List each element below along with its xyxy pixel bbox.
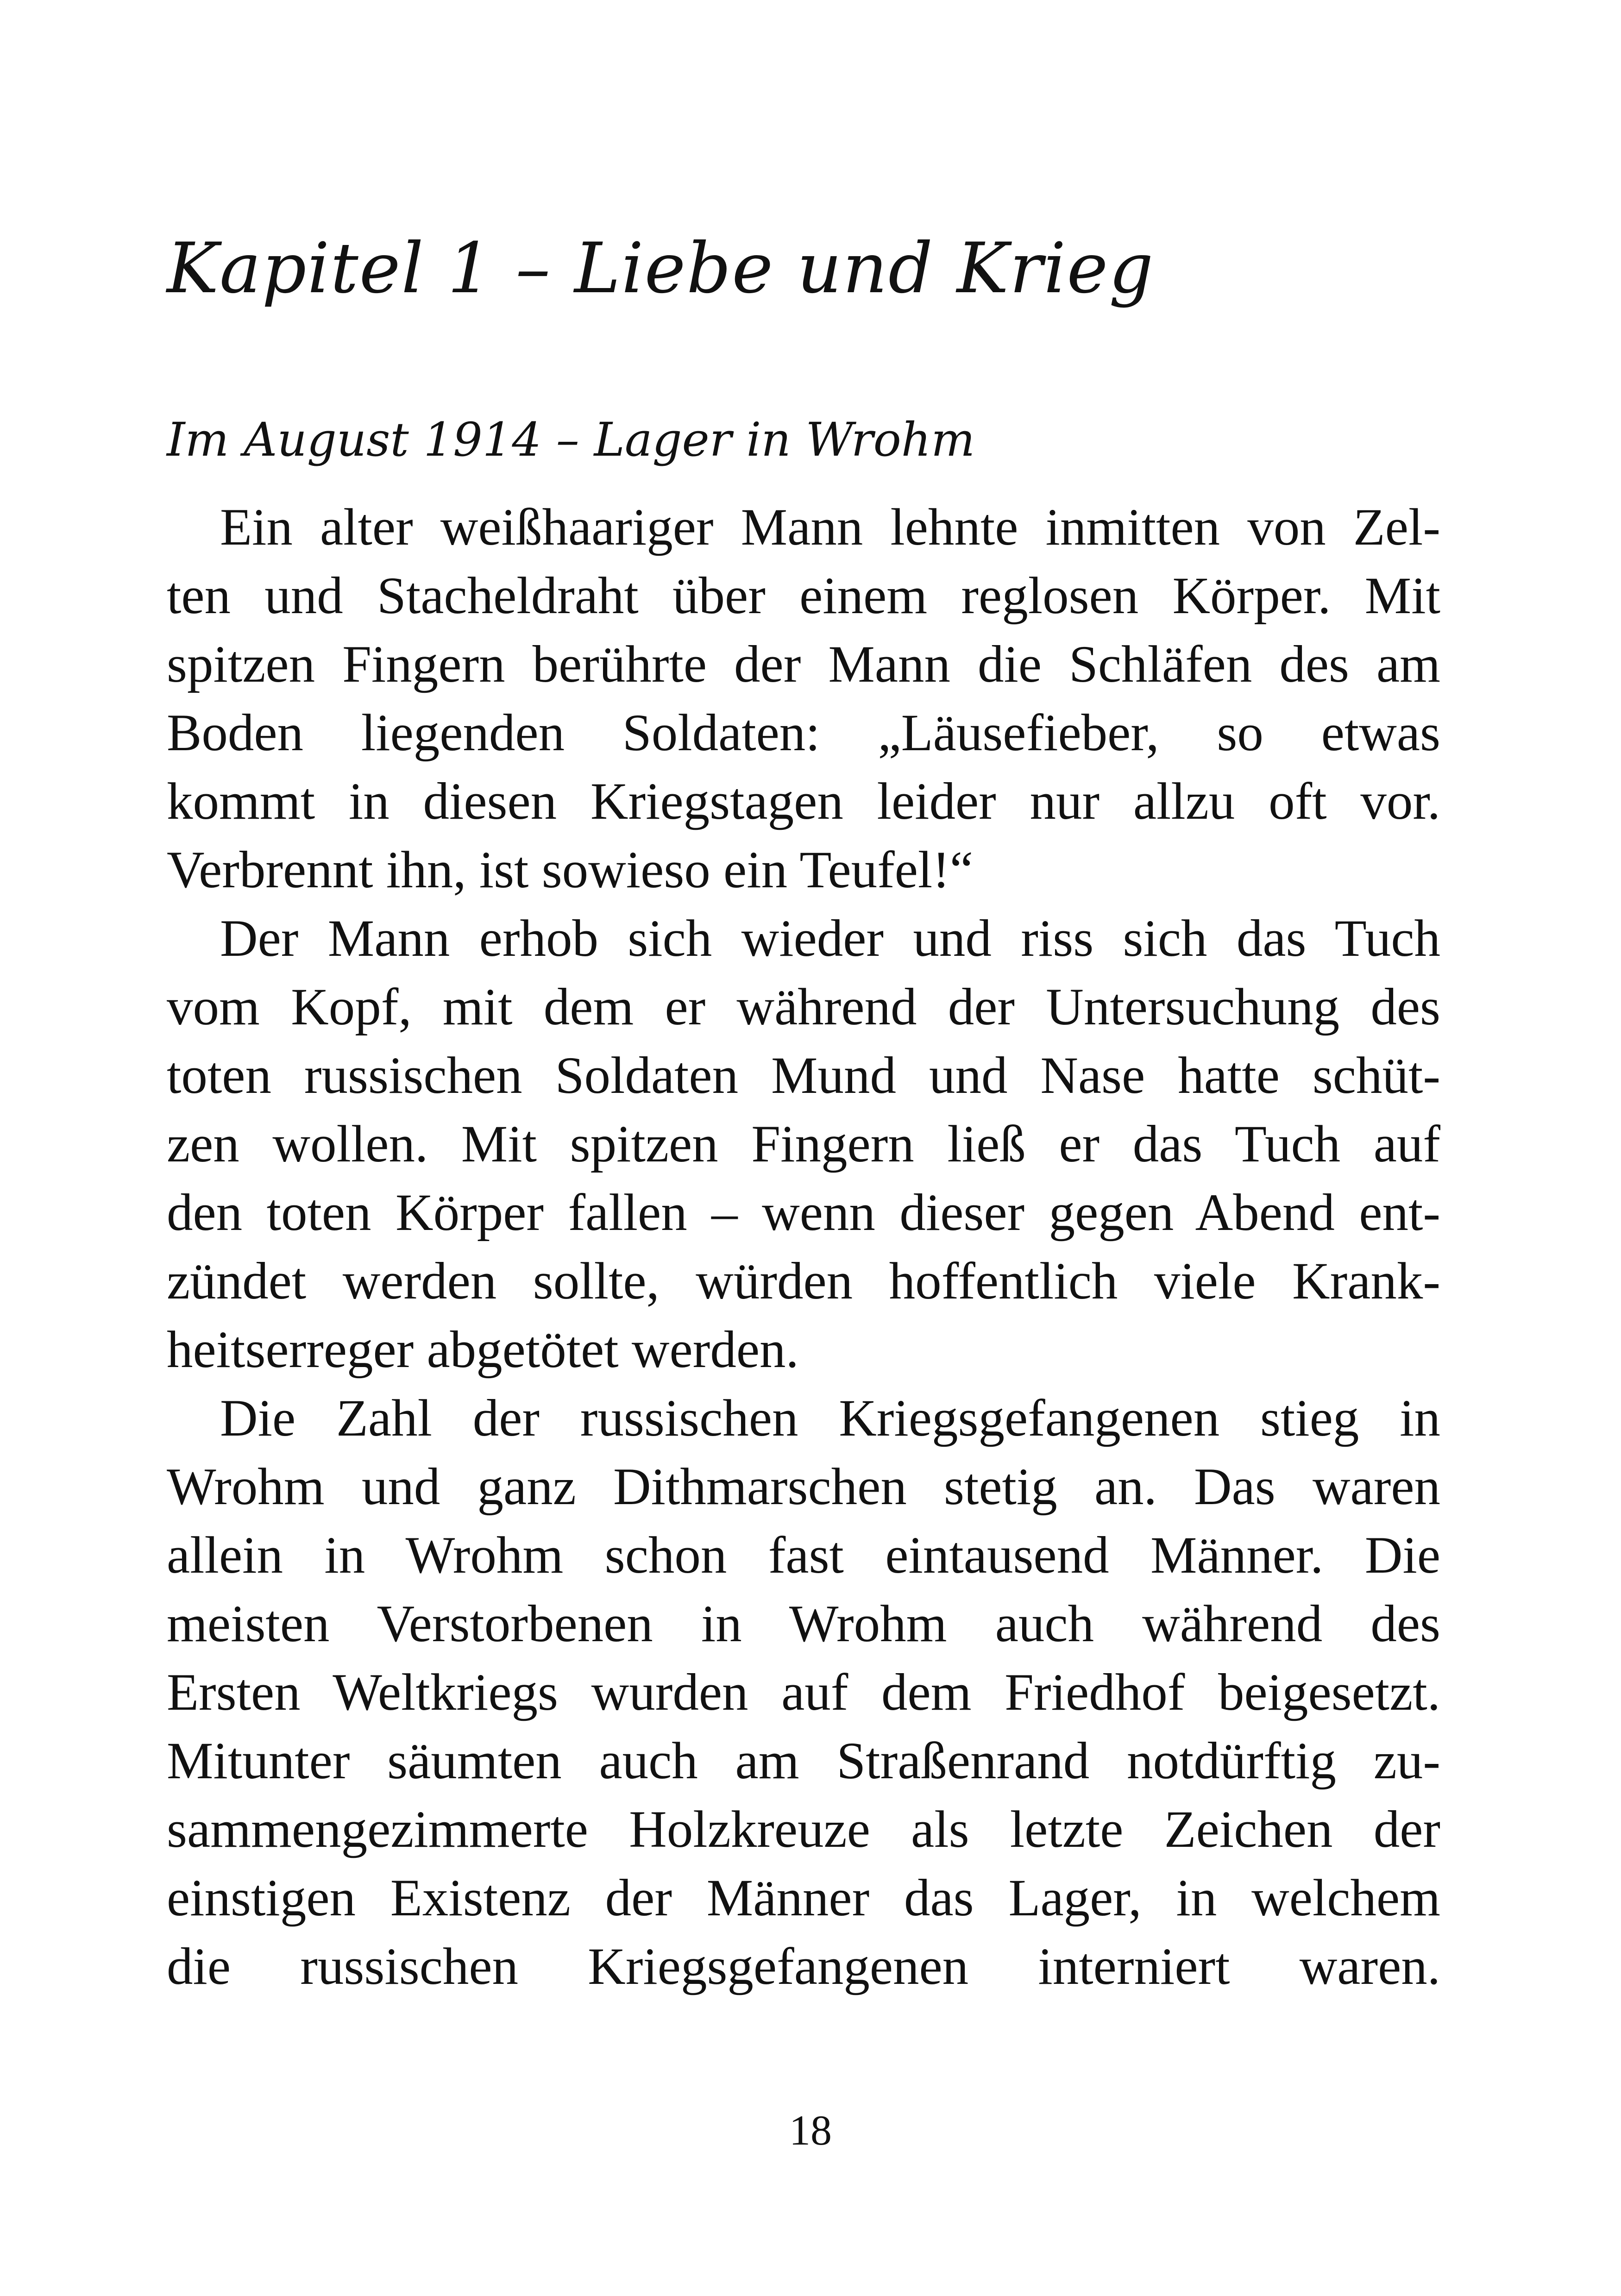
text-line: Ein alter weißhaariger Mann lehnte inmitten von Zel- [220, 498, 1440, 556]
paragraph-2 [167, 904, 1440, 1384]
text-line: die russischen Kriegsgefangenen interniert waren. [167, 1938, 1440, 1995]
text-line: zen wollen. Mit spitzen Fingern ließ er das Tuch auf [167, 1115, 1440, 1173]
text-line: den toten Körper fallen – wenn dieser gegen Abend ent- [167, 1184, 1440, 1242]
text-line: spitzen Fingern berührte der Mann die Schläfen des am [167, 635, 1440, 693]
text-line: toten russischen Soldaten Mund und Nase hatte schüt- [167, 1047, 1440, 1104]
text-line: allein in Wrohm schon fast eintausend Männer. Die [167, 1526, 1440, 1584]
text-line: Wrohm und ganz Dithmarschen stetig an. Das waren [167, 1458, 1440, 1516]
chapter-title: Kapitel 1 – Liebe und Krieg [167, 228, 1155, 309]
page-number: 18 [789, 2107, 832, 2154]
text-line: heitserreger abgetötet werden. [167, 1321, 799, 1379]
text-line: Mitunter säumten auch am Straßenrand notdürftig zu- [167, 1732, 1440, 1790]
text-line: Die Zahl der russischen Kriegsgefangenen stieg in [220, 1389, 1440, 1447]
text-line: Boden liegenden Soldaten: „Läusefieber, so etwas [167, 704, 1440, 762]
text-line: Der Mann erhob sich wieder und riss sich das Tuch [220, 910, 1440, 967]
text-line: einstigen Existenz der Männer das Lager, in welchem [167, 1869, 1440, 1927]
paragraph-3 [167, 1384, 1440, 2001]
text-line: Verbrennt ihn, ist sowieso ein Teufel!“ [167, 841, 974, 899]
body-text [167, 493, 1440, 2001]
text-line: meisten Verstorbenen in Wrohm auch während des [167, 1595, 1440, 1653]
text-line: ten und Stacheldraht über einem reglosen Körper. Mit [167, 567, 1440, 625]
section-title: Im August 1914 – Lager in Wrohm [167, 413, 975, 467]
text-line: Ersten Weltkriegs wurden auf dem Friedhof beigesetzt. [167, 1663, 1440, 1721]
text-line: kommt in diesen Kriegstagen leider nur allzu oft vor. [167, 772, 1440, 830]
text-line: vom Kopf, mit dem er während der Untersuchung des [167, 978, 1440, 1036]
text-line: sammengezimmerte Holzkreuze als letzte Zeichen der [167, 1800, 1440, 1858]
text-line: zündet werden sollte, würden hoffentlich viele Krank- [167, 1252, 1440, 1310]
paragraph-1 [167, 493, 1440, 904]
